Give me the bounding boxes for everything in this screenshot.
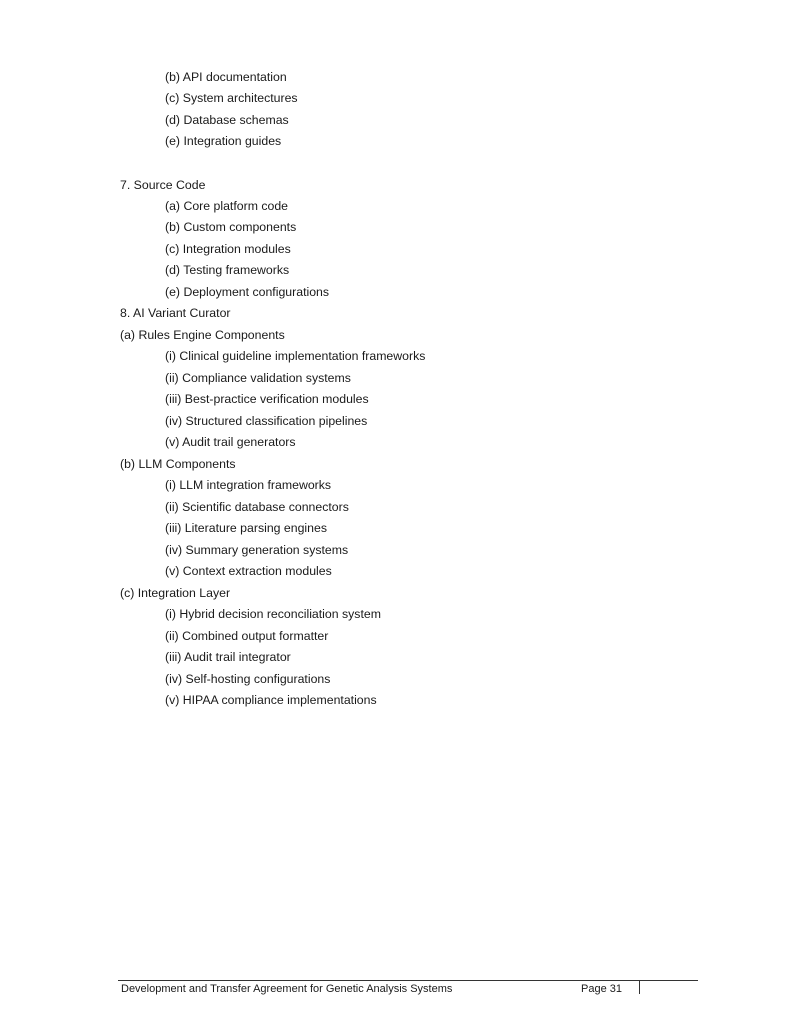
list-item: (b) Custom components — [165, 220, 297, 234]
footer-title: Development and Transfer Agreement for Genetic Analysis Systems — [121, 983, 453, 995]
list-item: (e) Integration guides — [165, 134, 282, 148]
list-item: (ii) Scientific database connectors — [165, 500, 349, 514]
page-number: Page 31 — [581, 983, 622, 995]
footer-divider — [118, 980, 698, 981]
list-item: (ii) Compliance validation systems — [165, 371, 351, 385]
list-item: (iv) Summary generation systems — [165, 543, 349, 557]
subsection-heading: (c) Integration Layer — [120, 586, 231, 600]
subsection-heading: (b) LLM Components — [120, 457, 236, 471]
list-item: (i) Clinical guideline implementation frameworks — [165, 349, 426, 363]
list-item: (v) Audit trail generators — [165, 435, 296, 449]
list-item: (iv) Self-hosting configurations — [165, 672, 331, 686]
list-item: (e) Deployment configurations — [165, 285, 330, 299]
list-item: (c) Integration modules — [165, 242, 291, 256]
list-item: (i) LLM integration frameworks — [165, 478, 332, 492]
list-item: (d) Testing frameworks — [165, 263, 290, 277]
footer-separator — [639, 981, 640, 994]
subsection-heading: (a) Rules Engine Components — [120, 328, 285, 342]
list-item: (iv) Structured classification pipelines — [165, 414, 368, 428]
list-item: (v) HIPAA compliance implementations — [165, 693, 377, 707]
list-item: (b) API documentation — [165, 70, 287, 84]
list-item: (a) Core platform code — [165, 199, 289, 213]
list-item: (c) System architectures — [165, 91, 298, 105]
list-item: (iii) Best-practice verification modules — [165, 392, 369, 406]
list-item: (d) Database schemas — [165, 113, 289, 127]
list-item: (v) Context extraction modules — [165, 564, 332, 578]
list-item: (iii) Audit trail integrator — [165, 650, 291, 664]
list-item: (ii) Combined output formatter — [165, 629, 329, 643]
list-item: (i) Hybrid decision reconciliation system — [165, 607, 381, 621]
list-item: (iii) Literature parsing engines — [165, 521, 327, 535]
section-heading: 8. AI Variant Curator — [120, 306, 231, 320]
section-heading: 7. Source Code — [120, 178, 206, 192]
